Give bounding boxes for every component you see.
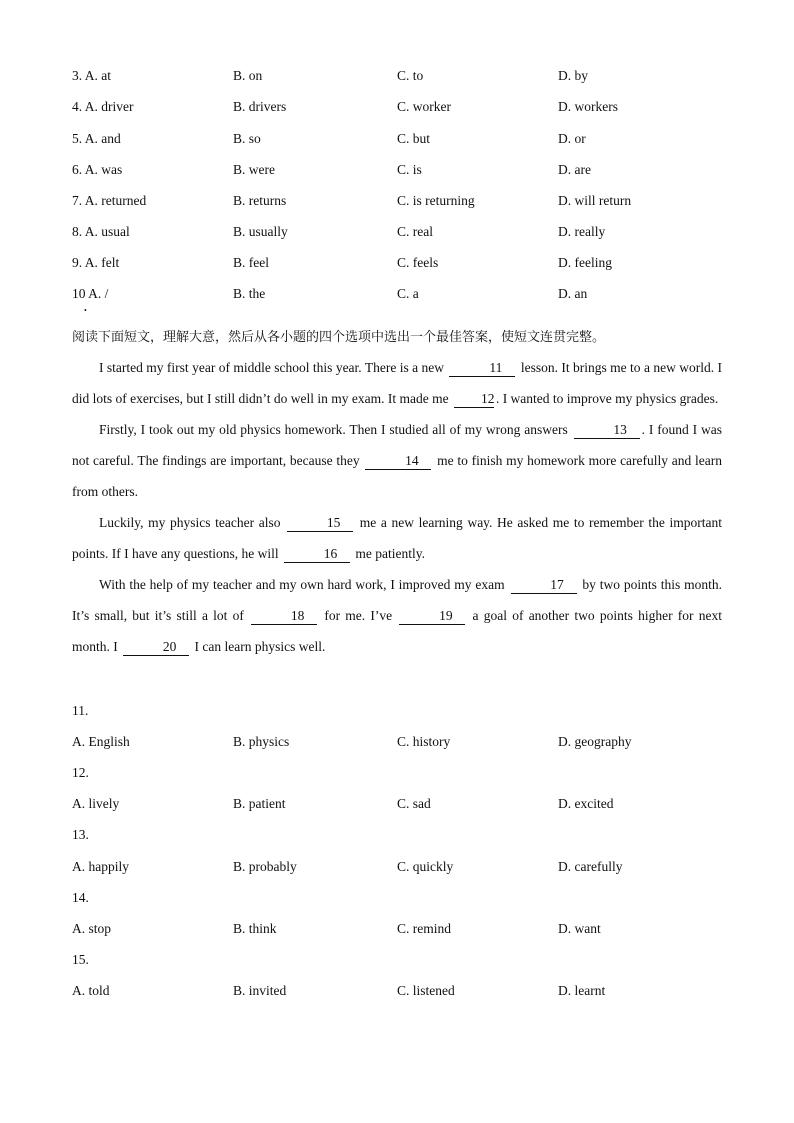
option-b: B. feel xyxy=(233,255,269,270)
option-c: C. quickly xyxy=(397,859,454,874)
option-d: D. are xyxy=(558,162,591,177)
option-b: B. on xyxy=(233,68,263,83)
option-b: B. patient xyxy=(233,796,286,811)
option-c: C. is xyxy=(397,162,422,177)
blank-14: 14 xyxy=(365,453,431,470)
question-number: 7. A. xyxy=(72,193,98,208)
question-number: 8. A. xyxy=(72,224,98,239)
option-a: A. English xyxy=(72,734,130,749)
passage-text: lesson. It brings me to a new world. I did lots of exercises, but I still didn’t do well in my exam. It made me xyxy=(72,360,723,406)
option-row-3 xyxy=(72,66,732,86)
option-d: D. geography xyxy=(558,734,632,749)
option-d: D. or xyxy=(558,131,586,146)
question-number-12: 12. xyxy=(72,765,89,780)
option-row-5 xyxy=(72,129,732,149)
option-c: C. a xyxy=(397,286,419,301)
option-b: B. drivers xyxy=(233,99,287,114)
paragraph-4 xyxy=(72,569,722,662)
stray-dot: • xyxy=(84,306,87,315)
question-number: 6. A. xyxy=(72,162,98,177)
paragraph-2 xyxy=(72,414,722,507)
option-c: C. worker xyxy=(397,99,451,114)
question-13-options xyxy=(72,857,732,877)
option-c: C. is returning xyxy=(397,193,475,208)
paragraph-3 xyxy=(72,507,722,569)
option-a: driver xyxy=(101,99,134,114)
option-c: C. feels xyxy=(397,255,439,270)
option-a: and xyxy=(101,131,121,146)
option-c: C. real xyxy=(397,224,433,239)
blank-17: 17 xyxy=(511,577,577,594)
option-b: B. were xyxy=(233,162,275,177)
option-a: usual xyxy=(101,224,130,239)
passage-text: . I found I was not careful. The findings are important, because they xyxy=(72,422,723,468)
passage-text: With the help of my teacher and my own hard work, I improved my exam xyxy=(99,577,509,592)
option-a: A. lively xyxy=(72,796,120,811)
blank-16: 16 xyxy=(284,546,350,563)
option-c: C. remind xyxy=(397,921,451,936)
blank-15: 15 xyxy=(287,515,353,532)
option-d: D. carefully xyxy=(558,859,623,874)
option-d: D. learnt xyxy=(558,983,606,998)
question-number: 3. A. xyxy=(72,68,98,83)
option-b: B. probably xyxy=(233,859,297,874)
option-c: C. history xyxy=(397,734,451,749)
option-b: B. usually xyxy=(233,224,288,239)
option-d: D. an xyxy=(558,286,588,301)
option-d: D. will return xyxy=(558,193,632,208)
option-a: felt xyxy=(101,255,120,270)
question-number-15: 15. xyxy=(72,952,89,967)
passage-text: a goal of another two points higher for next month. I xyxy=(72,608,722,654)
blank-19: 19 xyxy=(399,608,465,625)
option-d: D. workers xyxy=(558,99,618,114)
question-15-options xyxy=(72,981,732,1001)
question-11-options xyxy=(72,732,732,752)
option-b: B. returns xyxy=(233,193,287,208)
blank-13: 13 xyxy=(574,422,640,439)
option-c: C. but xyxy=(397,131,431,146)
question-number-13: 13. xyxy=(72,827,89,842)
option-row-10 xyxy=(72,284,732,304)
option-a: A. happily xyxy=(72,859,129,874)
section-instruction: 阅读下面短文，理解大意，然后从各小题的四个选项中选出一个最佳答案，使短文连贯完整。 xyxy=(72,330,606,345)
option-c: C. listened xyxy=(397,983,455,998)
blank-18: 18 xyxy=(251,608,317,625)
question-number: 10 A. xyxy=(72,286,102,301)
question-number-14: 14. xyxy=(72,890,89,905)
option-row-6 xyxy=(72,160,732,180)
cloze-passage xyxy=(72,352,722,662)
option-c: C. sad xyxy=(397,796,431,811)
question-number-11: 11. xyxy=(72,703,89,718)
blank-11: 11 xyxy=(449,360,515,377)
option-a: A. stop xyxy=(72,921,112,936)
option-row-4 xyxy=(72,97,732,117)
question-number: 4. A. xyxy=(72,99,98,114)
option-b: B. invited xyxy=(233,983,287,998)
option-d: D. want xyxy=(558,921,601,936)
option-c: C. to xyxy=(397,68,424,83)
option-row-7 xyxy=(72,191,732,211)
passage-text: me to finish my homework more carefully and learn from others. xyxy=(72,453,722,499)
paragraph-1 xyxy=(72,352,722,414)
option-a: returned xyxy=(101,193,147,208)
option-b: B. think xyxy=(233,921,277,936)
option-b: B. the xyxy=(233,286,266,301)
option-a: A. told xyxy=(72,983,110,998)
passage-text: . I wanted to improve my physics grades. xyxy=(495,391,719,406)
option-a: was xyxy=(101,162,123,177)
passage-text: me patiently. xyxy=(351,546,425,561)
question-number: 5. A. xyxy=(72,131,98,146)
passage-text: Firstly, I took out my old physics homework. Then I studied all of my wrong answers xyxy=(99,422,572,437)
question-number: 9. A. xyxy=(72,255,98,270)
passage-text: for me. I’ve xyxy=(319,608,398,623)
option-d: D. feeling xyxy=(558,255,612,270)
option-d: D. excited xyxy=(558,796,614,811)
passage-text: by two points this month. It’s small, but it’s still a lot of xyxy=(72,577,723,623)
passage-text: I can learn physics well. xyxy=(191,639,326,654)
option-a: at xyxy=(101,68,112,83)
question-12-options xyxy=(72,794,732,814)
option-row-9 xyxy=(72,253,732,273)
option-d: D. by xyxy=(558,68,588,83)
blank-20: 20 xyxy=(123,639,189,656)
option-b: B. so xyxy=(233,131,261,146)
option-row-8 xyxy=(72,222,732,242)
option-a: / xyxy=(104,286,109,301)
option-b: B. physics xyxy=(233,734,290,749)
question-14-options xyxy=(72,919,732,939)
passage-text: me a new learning way. He asked me to remember the important points. If I have any questions, he will xyxy=(72,515,722,561)
blank-12: 12 xyxy=(454,391,494,408)
passage-text: Luckily, my physics teacher also xyxy=(99,515,286,530)
passage-text: I started my first year of middle school this year. There is a new xyxy=(99,360,448,375)
option-d: D. really xyxy=(558,224,606,239)
